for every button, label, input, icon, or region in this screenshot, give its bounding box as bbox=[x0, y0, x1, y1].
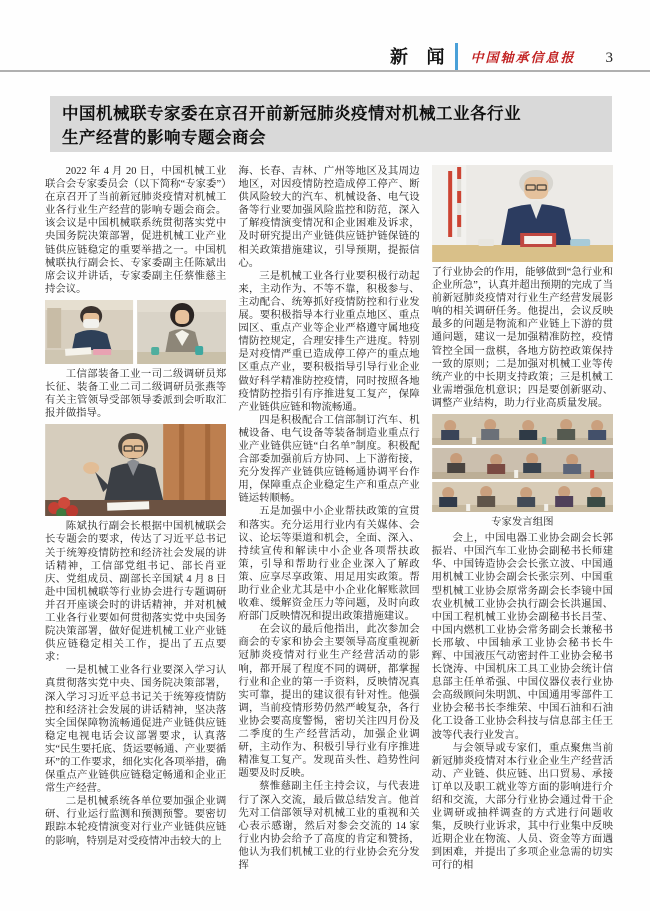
paragraph: 二是机械系统各单位要加强企业调研、行业运行监测和预测预警。要密切跟踪本轮疫情演变对行业产业链供应链的影响，特别是对受疫情冲击较大的上 bbox=[45, 796, 227, 847]
photo-experts-montage bbox=[432, 414, 613, 512]
section-title: 新 闻 bbox=[389, 47, 452, 67]
column-1 bbox=[45, 165, 226, 873]
paragraph: 了行业协会的作用，能够做到“急行业和企业所急”，认真并超出预期的完成了当前新冠肺炎疫情对行业生产经营发展影响的相关调研任务。他提出，会议反映最多的问题是物流和产业链上下游的贯通问题，建议一是加强精准防控，疫情管控全国一盘棋，各地方防控政策保持一致的原则；二是加强对机械工业等传统产业的中长期支持政策；三是机械工业需增强危机意识；四是要创新驱动、调整产业结构，助力行业高质量发展。 bbox=[431, 267, 613, 409]
article-body bbox=[45, 165, 613, 873]
montage-caption: 专家发言组图 bbox=[491, 517, 554, 529]
masthead-title: 中国轴承信息报 bbox=[470, 50, 576, 65]
paragraph: 一是机械工业各行业要深入学习认真贯彻落实党中央、国务院决策部署，深入学习习近平总书记关于统筹疫情防控和经济社会发展的讲话精神，坚决落实全国保障物流畅通促进产业链供应链稳定电视电话会议部署要求，认真落实“民生要托底、货运要畅通、产业要循环”的工作要求，细化实化各项举措，确保重点产业链供应链稳定畅通和企业正常生产经营。 bbox=[45, 665, 227, 795]
paragraph: 在会议的最后他指出，此次参加会商会的专家和协会主要领导高度重视新冠肺炎疫情对行业生产经营活动的影响，都开展了程度不同的调研，都掌握行业和企业的第一手资料，反映情况真实可靠，提出的建议很有针对性。他强调，当前疫情形势仍然严峻复杂，各行业协会要高度警惕，密切关注四月份及二季度的生产经营活动，加强企业调研，主动作为、积极引导行业有序推进精准复工复产。发现苗头性、趋势性问题要及时反映。 bbox=[238, 624, 420, 780]
article-title-line2: 生产经营的影响专题会商会 bbox=[62, 128, 266, 147]
article-title-line1: 中国机械联专家委在京召开前新冠肺炎疫情对机械工业各行业 bbox=[62, 104, 521, 123]
paragraph: 三是机械工业各行业要积极行动起来，主动作为、不等不靠，积极参与、主动配合、统筹抓好疫情防控和行业发展。要积极指导本行业重点地区、重点园区、重点产业等企业严格遵守属地疫情防控规定，合理安排生产进度。特别是对疫情严重已造成停工停产的重点地区重点产业，要积极指导引导行业企业做好科学精准防控疫情，同时按照各地疫情防控指引有序推进复工复产，保障产业链供应链和物流畅通。 bbox=[238, 270, 420, 413]
photo-chen-bin-speaking bbox=[45, 424, 226, 516]
paragraph: 蔡惟慈副主任主持会议，与代表进行了深入交流，最后做总结发言。他首先对工信部领导对机械工业的重视和关心表示感谢，然后对参会交流的 14 家行业内协会给予了高度的肯定和赞扬，他认为我们机械工业的行业协会充分发挥 bbox=[238, 781, 420, 871]
paragraph: 与会领导或专家们，重点聚焦当前新冠肺炎疫情对本行业企业生产经营活动、产业链、供应链、出口贸易、承接订单以及职工就业等方面的影响进行介绍和交流，大部分行业协会通过骨干企业调研或抽样调查的方式进行问题收集，反映行业诉求，其中行业集中反映近期企业在物流、人员、资金等方面遇到困难，并提出了多项企业急需的切实可行的相 bbox=[431, 742, 613, 872]
paragraph: 2022 年 4 月 20 日，中国机械工业联合会专家委员会（以下简称“专家委”）在京召开了当前新冠肺炎疫情对机械工业各行业生产经营的影响专题会商会。该会议是中国机械联系统贯彻落实党中央国务院决策部署，促进机械工业产业链供应链稳定的重要举措之一。中国机械联执行副会长、专家委副主任陈斌出席会议并讲话，专家委副主任蔡惟慈主持会议。 bbox=[45, 166, 227, 295]
photo-ministry-officials bbox=[45, 300, 226, 364]
paragraph: 海、长春、吉林、广州等地区及其周边地区，对因疫情防控造成停工停产、断供风险较大的汽车、机械设备、电气设备等行业要加强风险监控和防范，深入了解疫情演变情况和企业困难及诉求，及时研究提出产业链供应链护链保链的相关政策措施建议，引导预期，提振信心。 bbox=[238, 166, 420, 269]
paragraph: 陈斌执行副会长根据中国机械联会长专题会的要求，传达了习近平总书记关于统筹疫情防控和经济社会发展的讲话精神，工信部党组书记、部长肖亚庆、党组成员、副部长辛国斌 4 月 8 日赴中国机械联等行业协会进行专题调研并召开座谈会时的讲话精神，并对机械工业各行业要如何贯彻落实党中央国务院决策部署，做好促进机械工业产业链供应链稳定相关工作，提出了五点要求： bbox=[45, 521, 227, 664]
paragraph: 四是积极配合工信部制订汽车、机械设备、电气设备等装备制造业重点行业产业链供应链“白名单”制度。积极配合部委加强前后方协同、上下游衔接，充分发挥产业链供应链畅通协调平台作用，保障重点企业稳定生产和重点产业链运转顺畅。 bbox=[238, 414, 420, 505]
column-2 bbox=[238, 165, 419, 873]
header-rule bbox=[0, 70, 650, 72]
article-title bbox=[50, 96, 612, 152]
paragraph: 五是加强中小企业帮扶政策的宣贯和落实。充分运用行业内有关媒体、会议、论坛等渠道和机会，全面、深入、持续宣传和解读中小企业各项帮扶政策，引导和帮助行业企业深入了解政策、应享尽享政策、用足用实政策。帮助行业企业尤其是中小企业化解账款回收难、缓解资金压力等问题，及时向政府部门反映情况和提出政策措施建议。 bbox=[238, 506, 420, 623]
photo-cai-weici bbox=[432, 165, 613, 262]
photo-caption: 工信部装备工业一司二级调研员郑长征、装备工业二司二级调研员张燕等有关主管领导受部领导委派到会听取汇报并做指导。 bbox=[45, 368, 227, 420]
paragraph: 会上，中国电器工业协会副会长郭振岩、中国汽车工业协会副秘书长师建华、中国铸造协会会长张立波、中国通用机械工业协会副会长张宗列、中国重型机械工业协会原常务副会长李镜中国农业机械工业协会执行副会长洪暹国、中国工程机械工业协会副秘书长吕莹、中国内燃机工业协会常务副会长兼秘书长邢敏、中国轴承工业协会秘书长牛辉、中国液压气动密封件工业协会秘书长饶涛、中国机床工具工业协会统计信息部主任单希强、中国仪器仪表行业协会高级顾问朱明凯、中国通用零部件工业协会秘书长李维荣、中国石油和石油化工设备工业协会科技与信息部主任王波等代表行业发言。 bbox=[431, 533, 613, 741]
page-number: 3 bbox=[605, 50, 613, 66]
header-divider-bar bbox=[455, 43, 458, 70]
page-header bbox=[390, 40, 613, 70]
column-3 bbox=[432, 165, 613, 873]
